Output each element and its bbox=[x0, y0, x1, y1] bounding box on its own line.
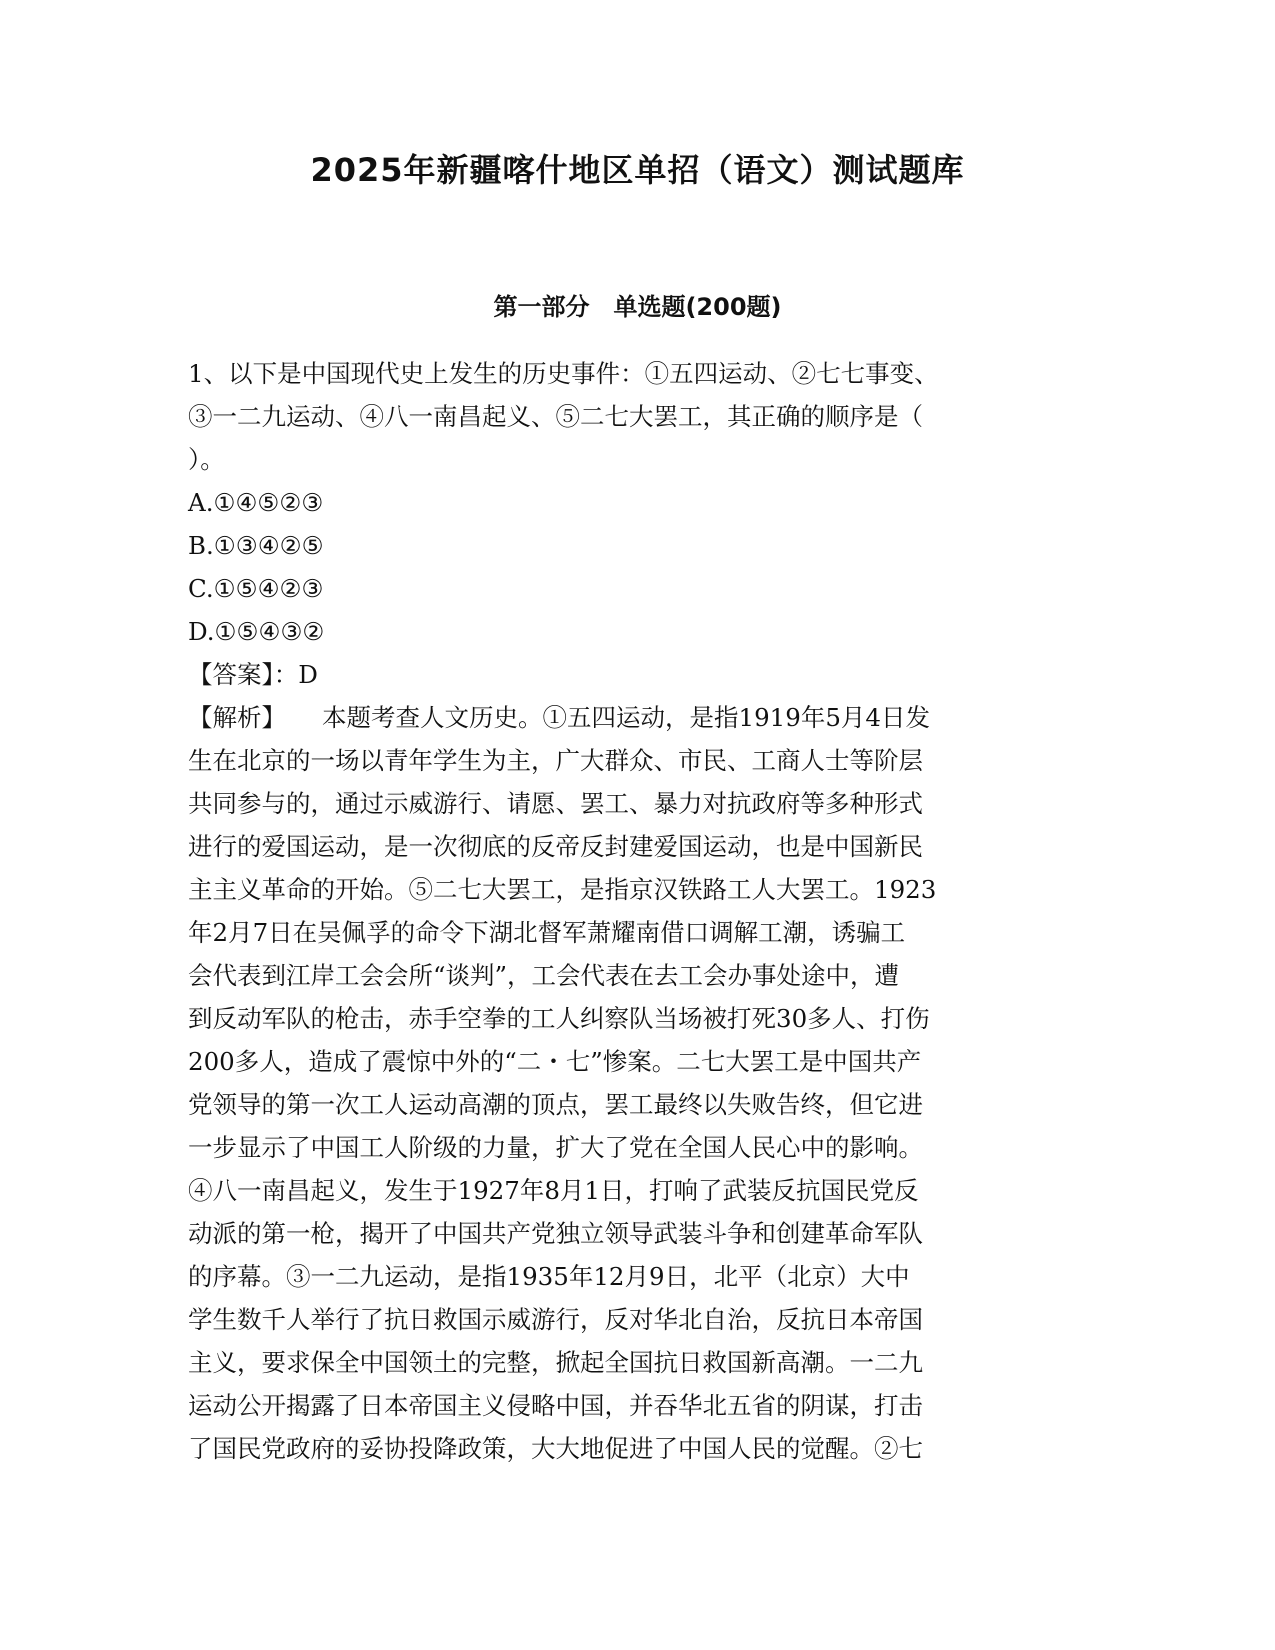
analysis-line: 进行的爱国运动，是一次彻底的反帝反封建爱国运动，也是中国新民 bbox=[188, 832, 923, 861]
section-title: 第一部分 单选题(200题) bbox=[493, 293, 782, 321]
analysis-line: 的序幕。③一二九运动，是指1935年12月9日，北平（北京）大中 bbox=[188, 1262, 910, 1291]
analysis-line: 运动公开揭露了日本帝国主义侵略中国，并吞华北五省的阴谋，打击 bbox=[188, 1391, 923, 1420]
analysis-line: 共同参与的，通过示威游行、请愿、罢工、暴力对抗政府等多种形式 bbox=[188, 789, 923, 818]
analysis-line: 一步显示了中国工人阶级的力量，扩大了党在全国人民心中的影响。 bbox=[188, 1133, 923, 1162]
analysis-line: 党领导的第一次工人运动高潮的顶点，罢工最终以失败告终，但它进 bbox=[188, 1090, 923, 1119]
analysis-line bbox=[188, 696, 1088, 739]
analysis-line: 年2月7日在吴佩孚的命令下湖北督军萧耀南借口调解工潮，诱骗工 bbox=[188, 918, 906, 947]
option-a: A.①④⑤②③ bbox=[188, 488, 324, 517]
analysis-line: 会代表到江岸工会会所“谈判”，工会代表在去工会办事处途中，遭 bbox=[188, 961, 900, 990]
option-d: D.①⑤④③② bbox=[188, 617, 325, 646]
question-stem-line: ）。 bbox=[188, 445, 225, 474]
analysis-line: 主主义革命的开始。⑤二七大罢工，是指京汉铁路工人大罢工。1923 bbox=[188, 875, 937, 904]
document-title: 2025年新疆喀什地区单招（语文）测试题库 bbox=[310, 151, 965, 189]
analysis-line: 学生数千人举行了抗日救国示威游行，反对华北自治，反抗日本帝国 bbox=[188, 1305, 923, 1334]
analysis-line: 了国民党政府的妥协投降政策，大大地促进了中国人民的觉醒。②七 bbox=[188, 1434, 923, 1463]
analysis-line: 到反动军队的枪击，赤手空拳的工人纠察队当场被打死30多人、打伤 bbox=[188, 1004, 930, 1033]
question-stem-line: ③一二九运动、④八一南昌起义、⑤二七大罢工，其正确的顺序是（ bbox=[188, 402, 923, 431]
answer-value: D bbox=[298, 660, 318, 689]
analysis-line: 动派的第一枪，揭开了中国共产党独立领导武装斗争和创建革命军队 bbox=[188, 1219, 923, 1248]
option-c: C.①⑤④②③ bbox=[188, 574, 324, 603]
question-block bbox=[188, 352, 1088, 1470]
question-stem-line: 1、以下是中国现代史上发生的历史事件：①五四运动、②七七事变、 bbox=[188, 359, 939, 388]
analysis-label: 【解析】 bbox=[188, 703, 286, 732]
option-b: B.①③④②⑤ bbox=[188, 531, 324, 560]
analysis-line: 200多人，造成了震惊中外的“二・七”惨案。二七大罢工是中国共产 bbox=[188, 1047, 922, 1076]
analysis-line: ④八一南昌起义，发生于1927年8月1日，打响了武装反抗国民党反 bbox=[188, 1176, 919, 1205]
answer-line bbox=[188, 653, 1088, 696]
analysis-text: 本题考查人文历史。①五四运动，是指1919年5月4日发 bbox=[322, 703, 931, 732]
analysis-line: 生在北京的一场以青年学生为主，广大群众、市民、工商人士等阶层 bbox=[188, 746, 923, 775]
answer-label: 【答案】： bbox=[188, 660, 299, 689]
analysis-line: 主义，要求保全中国领土的完整，掀起全国抗日救国新高潮。一二九 bbox=[188, 1348, 923, 1377]
